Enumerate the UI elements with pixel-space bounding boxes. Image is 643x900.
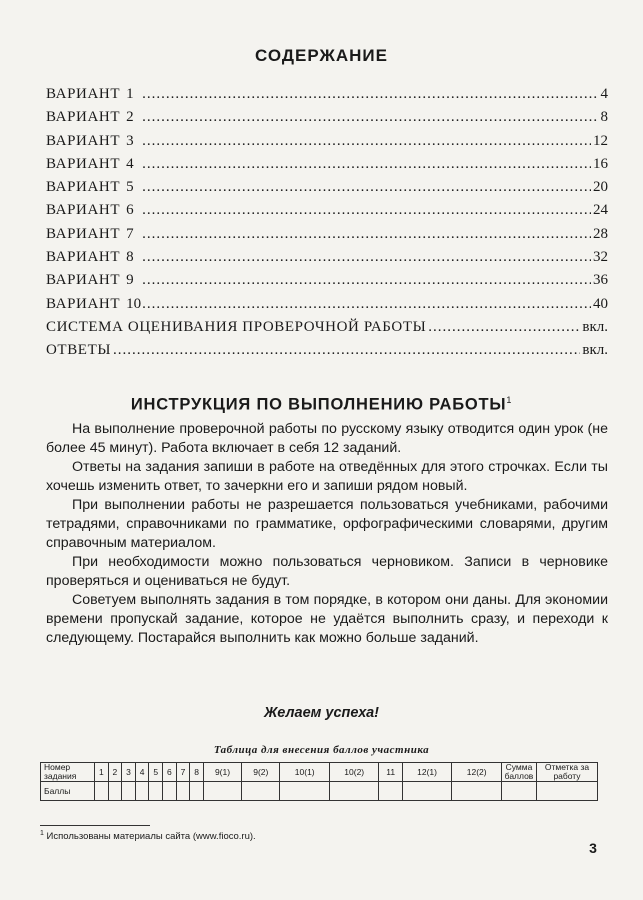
toc-item-page: вкл. bbox=[582, 318, 608, 335]
toc-item bbox=[46, 133, 608, 156]
toc-item-number: 4 bbox=[126, 155, 134, 172]
instructions-paragraph: Ответы на задания запиши в работе на отведённых для этого строчках. Если ты хочешь изменить ответ, то зачеркни его и запиши рядом новый. bbox=[46, 459, 608, 494]
score-cell bbox=[537, 782, 598, 801]
toc-item bbox=[46, 296, 608, 319]
table-header-cell: 12(2) bbox=[452, 763, 502, 782]
toc-item bbox=[46, 319, 608, 342]
table-header-cell: 3 bbox=[122, 763, 136, 782]
toc-item bbox=[46, 109, 608, 132]
footnote-mark: 1 bbox=[40, 830, 44, 837]
table-of-contents bbox=[46, 86, 608, 366]
toc-item-page: 28 bbox=[593, 225, 608, 242]
table-row-header: Баллы bbox=[41, 782, 95, 801]
score-cell bbox=[502, 782, 537, 801]
toc-leader-dots bbox=[142, 272, 591, 289]
toc-item-label: ВАРИАНТ bbox=[46, 109, 121, 126]
table-row bbox=[41, 763, 598, 782]
table-header-cell: 9(1) bbox=[203, 763, 241, 782]
score-cell bbox=[329, 782, 379, 801]
table-header-cell: 6 bbox=[163, 763, 177, 782]
toc-leader-dots bbox=[142, 296, 591, 313]
toc-item-label: ВАРИАНТ bbox=[46, 202, 121, 219]
table-header-cell: 10(1) bbox=[280, 763, 330, 782]
toc-item bbox=[46, 249, 608, 272]
toc-item-number: 6 bbox=[126, 202, 134, 219]
table-header-cell: Номер задания bbox=[41, 763, 95, 782]
score-cell bbox=[135, 782, 149, 801]
footnote-divider bbox=[40, 825, 150, 826]
score-cell bbox=[452, 782, 502, 801]
toc-item-label: ВАРИАНТ bbox=[46, 272, 121, 289]
toc-item bbox=[46, 272, 608, 295]
toc-item-page: 8 bbox=[600, 109, 608, 126]
toc-item-number: 2 bbox=[126, 109, 134, 126]
table-header-cell: 11 bbox=[379, 763, 402, 782]
toc-leader-dots bbox=[142, 202, 591, 219]
page-number: 3 bbox=[589, 840, 597, 856]
table-header-cell: 10(2) bbox=[329, 763, 379, 782]
table-header-cell: 2 bbox=[108, 763, 122, 782]
toc-item-number: 1 bbox=[126, 86, 134, 102]
footnote-marker: 1 bbox=[506, 395, 513, 405]
toc-leader-dots bbox=[113, 342, 580, 359]
toc-leader-dots bbox=[428, 319, 580, 336]
table-header-cell: 9(2) bbox=[242, 763, 280, 782]
instructions-body bbox=[46, 420, 608, 648]
toc-item-page: 32 bbox=[593, 249, 608, 266]
toc-item bbox=[46, 156, 608, 179]
toc-item-number: 9 bbox=[126, 272, 134, 289]
score-table bbox=[40, 762, 598, 801]
good-luck-wish: Желаем успеха! bbox=[263, 705, 380, 721]
toc-item-page: 16 bbox=[593, 155, 608, 172]
toc-title: СОДЕРЖАНИЕ bbox=[255, 46, 388, 65]
toc-item-number: 7 bbox=[126, 225, 134, 242]
score-cell bbox=[176, 782, 190, 801]
toc-leader-dots bbox=[142, 109, 598, 126]
table-header-cell: Сумма баллов bbox=[502, 763, 537, 782]
toc-item-number: 5 bbox=[126, 179, 134, 196]
toc-item-number: 8 bbox=[126, 249, 134, 266]
instructions-paragraph: На выполнение проверочной работы по русскому языку отводится один урок (не более 45 минут). Работа включает в себя 12 заданий. bbox=[46, 421, 608, 456]
score-cell bbox=[379, 782, 402, 801]
score-cell bbox=[190, 782, 204, 801]
toc-leader-dots bbox=[142, 226, 591, 243]
toc-item bbox=[46, 342, 608, 365]
score-cell bbox=[242, 782, 280, 801]
toc-leader-dots bbox=[142, 86, 598, 103]
toc-leader-dots bbox=[142, 156, 591, 173]
toc-item-page: 36 bbox=[593, 272, 608, 289]
toc-item-label: ВАРИАНТ bbox=[46, 295, 121, 312]
toc-item-label: ВАРИАНТ bbox=[46, 86, 121, 102]
table-row bbox=[41, 782, 598, 801]
instructions-title-text: ИНСТРУКЦИЯ ПО ВЫПОЛНЕНИЮ РАБОТЫ bbox=[130, 395, 507, 414]
toc-leader-dots bbox=[142, 133, 591, 150]
table-header-cell: 7 bbox=[176, 763, 190, 782]
toc-item-page: 24 bbox=[593, 202, 608, 219]
toc-item-page: вкл. bbox=[582, 342, 608, 359]
score-table-caption: Таблица для внесения баллов участника bbox=[213, 744, 430, 756]
toc-item bbox=[46, 226, 608, 249]
table-header-cell: 4 bbox=[135, 763, 149, 782]
score-cell bbox=[108, 782, 122, 801]
instructions-paragraph: При выполнении работы не разрешается пользоваться учебниками, рабочими тетрадями, справочниками по грамматике, орфографическими словарями, другим справочным материалом. bbox=[46, 497, 608, 551]
toc-item-page: 12 bbox=[593, 132, 608, 149]
toc-item-label: СИСТЕМА ОЦЕНИВАНИЯ ПРОВЕРОЧНОЙ РАБОТЫ bbox=[46, 318, 427, 335]
instructions-paragraph: Советуем выполнять задания в том порядке, в котором они даны. Для экономии времени пропускай задание, которое не удаётся выполнить сразу, и переходи к следующему. Постарайся выполнить как можно больше заданий. bbox=[46, 592, 608, 646]
score-cell bbox=[95, 782, 109, 801]
toc-item-label: ВАРИАНТ bbox=[46, 132, 121, 149]
toc-item bbox=[46, 179, 608, 202]
toc-item-label: ВАРИАНТ bbox=[46, 155, 121, 172]
toc-item-label: ВАРИАНТ bbox=[46, 249, 121, 266]
toc-item-number: 10 bbox=[126, 295, 142, 312]
table-header-cell: Отметка за работу bbox=[537, 763, 598, 782]
instructions-title bbox=[0, 395, 643, 415]
toc-item-number: 3 bbox=[126, 132, 134, 149]
score-cell bbox=[149, 782, 163, 801]
toc-leader-dots bbox=[142, 249, 591, 266]
toc-item-page: 4 bbox=[600, 86, 608, 102]
table-header-cell: 8 bbox=[190, 763, 204, 782]
table-header-cell: 5 bbox=[149, 763, 163, 782]
score-cell bbox=[402, 782, 452, 801]
score-cell bbox=[280, 782, 330, 801]
footnote-text: Использованы материалы сайта (www.fioco.ru). bbox=[46, 831, 256, 843]
score-cell bbox=[122, 782, 136, 801]
toc-item bbox=[46, 86, 608, 109]
toc-item-label: ВАРИАНТ bbox=[46, 179, 121, 196]
footnote bbox=[40, 830, 256, 842]
toc-item-page: 40 bbox=[593, 295, 608, 312]
table-header-cell: 1 bbox=[95, 763, 109, 782]
toc-leader-dots bbox=[142, 179, 591, 196]
toc-item-page: 20 bbox=[593, 179, 608, 196]
table-header-cell: 12(1) bbox=[402, 763, 452, 782]
toc-item-label: ОТВЕТЫ bbox=[46, 342, 112, 359]
score-cell bbox=[203, 782, 241, 801]
score-cell bbox=[163, 782, 177, 801]
toc-item-label: ВАРИАНТ bbox=[46, 225, 121, 242]
toc-item bbox=[46, 202, 608, 225]
instructions-paragraph: При необходимости можно пользоваться черновиком. Записи в черновике проверяться и оцениваться не будут. bbox=[46, 554, 608, 589]
